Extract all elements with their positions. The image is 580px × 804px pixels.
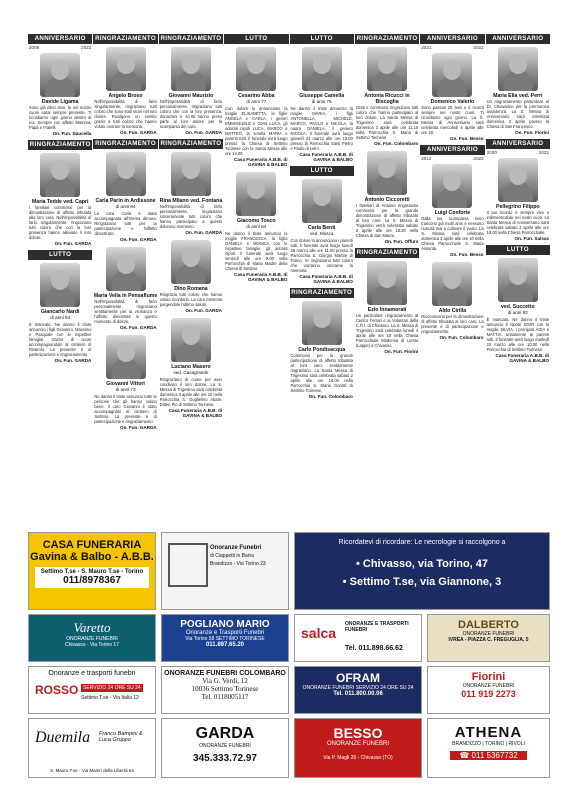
obituary-block bbox=[420, 34, 484, 143]
ad-colombaro-title: ONORANZE FUNEBRI COLOMBARO bbox=[164, 670, 286, 677]
ad-gavina-sub: Gavina & Balbo - A.B.B. bbox=[30, 551, 154, 563]
obituary-text: Grati e commossi ringraziano tutti coloro che hanno partecipato al loro dolore. La Santa Messa di Trigesimo sarà celebrata domenica 3 aprile alle ore 11.15 nella Parrocchia S. Maria di Settimo Torinese. bbox=[355, 105, 419, 140]
ad-pogliano-sub: Onoranze e Trasporti Funebri bbox=[185, 630, 265, 636]
ad-colombaro-city: 10036 Settimo Torinese bbox=[191, 685, 259, 693]
recall-line-2: • Settimo T.se, via Giannone, 3 bbox=[342, 576, 502, 588]
funeral-home: On. Fun. GARDA bbox=[120, 130, 157, 135]
obituary-block bbox=[159, 240, 223, 315]
obituary-block bbox=[290, 34, 354, 164]
ad-fiorini-sub: ONORANZE FUNEBRI bbox=[462, 683, 515, 689]
ad-garda[interactable] bbox=[161, 718, 289, 778]
portrait-photo bbox=[171, 240, 211, 284]
ad-besso-sub: ONORANZE FUNEBRI bbox=[326, 741, 389, 747]
ad-colombaro-addr: Via G. Verdi, 12 bbox=[202, 677, 248, 685]
deceased-age: ved. Mosca bbox=[309, 231, 334, 236]
ad-garda-sub: ONORANZE FUNEBRI bbox=[199, 743, 251, 749]
obituary-text: Nell'impossibilità di farlo personalmente, ringraziano sentitamente per la vicinanza e l'affetto dimostrati in questo momento di dolore. bbox=[94, 299, 157, 324]
ad-onoranze1-title: Onoranze Funebri bbox=[210, 545, 262, 551]
ad-duemila-addr: S. Mauro T.se - Via Martiri della Libertà 64 bbox=[50, 768, 134, 773]
ad-besso[interactable] bbox=[294, 718, 422, 778]
portrait-photo bbox=[171, 152, 211, 196]
obituary-header: RINGRAZIAMENTO bbox=[160, 35, 222, 42]
ad-onoranze1-sub: di Ciappetti in Barra bbox=[210, 553, 254, 559]
deceased-name: Giovanni Vittori bbox=[106, 381, 145, 387]
obituary-text: Dalla tua scomparsa sono trascorsi già molti anni e nessuno riuscirà mai a colmare il vuoto. La S. Messa sarà celebrata domenica 3 aprile alle ore 10 nella Chiesa Parrocchiale S. Maria Assunta. bbox=[421, 216, 484, 251]
obituary-block bbox=[159, 139, 223, 237]
ad-athena-sub: BRANDIZZO | TORINO | RIVOLI bbox=[452, 741, 525, 747]
obituary-block bbox=[486, 139, 550, 243]
obituary-block bbox=[290, 166, 354, 286]
obituary-block bbox=[93, 335, 157, 432]
obituary-header: RINGRAZIAMENTO bbox=[95, 140, 156, 147]
funeral-home: On. Fun. GARDA bbox=[120, 325, 157, 330]
ad-ofram[interactable] bbox=[294, 666, 422, 714]
portrait-photo bbox=[432, 262, 472, 306]
obituary-block bbox=[486, 34, 550, 137]
obituary-block bbox=[93, 34, 157, 137]
deceased-age: di anni 73 bbox=[115, 387, 136, 392]
obituary-text: Commossi per la grande partecipazione di affetto tributata al loro caro, sentitamente ringraziano. La Santa Messa di Trigesimo sarà celebrata sabato 2 aprile alle ore 18.00 nella Parrocchia S. Maria Goretti di Settimo Torinese. bbox=[290, 353, 353, 393]
date-start: 2020 bbox=[486, 150, 497, 155]
obituary-block bbox=[28, 250, 92, 365]
deceased-name: Antonio Ciccoretti bbox=[364, 197, 410, 203]
obituary-block bbox=[224, 172, 288, 284]
portrait-photo bbox=[302, 179, 342, 223]
ad-pogliano-phone: 011.897.65.20 bbox=[205, 642, 245, 648]
portrait-photo bbox=[40, 53, 80, 97]
ad-gavina-addr: Settimo T.se - S. Mauro T.se - Torino bbox=[40, 569, 144, 575]
obituary-column bbox=[420, 32, 484, 526]
funeral-home: Casa Funeraria A.B.B. di GAVINA & BALBO bbox=[299, 274, 353, 284]
obituary-text: Ringraziano di cuore per aver condiviso il loro dolore. La S. Messa di Trigesimo sarà celebrata domenica 3 aprile alle ore 10 nella Parrocchia S. Guglielmo Abate. Ditteri Pio di Settimo Torinese. bbox=[159, 377, 223, 407]
obituary-header: ANNIVERSARIO bbox=[486, 34, 550, 44]
deceased-name: Maria Vella in Pensaflume bbox=[93, 293, 158, 299]
ad-salca-title: salca bbox=[301, 625, 337, 641]
obituary-text: Con dolore lo annunciano i parenti tutti. Il funerale avrà luogo lunedì 28 marzo alle ore 11.00 presso la Parrocchia S. Giorgio Martire di Torino. Si ringraziano tutti coloro che vorranno onorarne la memoria. bbox=[290, 238, 353, 273]
ad-fiorini[interactable] bbox=[427, 666, 550, 714]
obituary-text: Un particolare ringraziamento al Centro Ferrari e ai Volontari della C.R.I. di Chivasso. La S. Messa di Trigesimo sarà celebrata lunedì 4 aprile alle ore 18 nella Chiesa Parrocchiale Madonna di Loreto (Lappe) a Chivasso. bbox=[355, 313, 419, 348]
funeral-home: On. Fun. Fiorini bbox=[515, 130, 549, 135]
obituary-header: ANNIVERSARIO bbox=[420, 145, 484, 155]
obituary-text: Sono già dieci anni, tu nel nostro cuore sarai sempre presente. Ti ricordiamo ogni giorno dentro di noi. Sempre con affetto Mamma, Papà e Fratelli. bbox=[29, 105, 92, 130]
portrait-photo bbox=[302, 47, 342, 91]
deceased-name: Luciano Masero bbox=[171, 364, 211, 370]
ad-onoranze-ciappetti[interactable] bbox=[161, 532, 289, 610]
deceased-name: Angelo Broso bbox=[108, 93, 143, 99]
portrait-photo bbox=[236, 172, 276, 216]
ad-fiorini-title: Fiorini bbox=[471, 671, 506, 683]
ad-salca-sub: ONORANZE E TRASPORTI FUNEBRI bbox=[345, 621, 409, 633]
ad-gavina-title: CASA FUNERARIA bbox=[42, 539, 142, 551]
obituary-block bbox=[224, 34, 288, 169]
obituary-block bbox=[420, 262, 484, 342]
top-band bbox=[0, 0, 580, 28]
date-end: 2022 bbox=[473, 156, 484, 161]
portrait-photo bbox=[367, 261, 407, 305]
portrait-photo bbox=[498, 47, 538, 91]
date-start: 2008 bbox=[29, 45, 40, 50]
portrait-photo bbox=[106, 247, 146, 291]
obituary-block bbox=[355, 248, 419, 356]
portrait-photo bbox=[171, 318, 211, 362]
obituary-text: Nell'impossibilità di farlo personalmente, ringraziano tutti coloro che con la loro presenza, donazioni e scritti hanno preso parte al loro dolore per la scomparsa del caro. bbox=[159, 99, 223, 129]
obituary-column bbox=[93, 32, 157, 526]
funeral-home: Casa Funeraria A.B.B. di GAVINA & BALBO bbox=[234, 157, 288, 167]
obituary-column bbox=[290, 32, 354, 526]
obituary-text: È mancato. Ne danno il triste annuncio i figli Giovanni, Massimo e Pasquale con le rispettive famiglie. Grazie di cuore accompagnandolo al cimitero di Rivarolo. La presente è di partecipazione e ringraziamento. bbox=[29, 322, 92, 357]
deceased-name: Aldo Cirilla bbox=[438, 308, 467, 314]
funeral-home: On. Fun. Offurs bbox=[384, 239, 419, 244]
obituary-text: Ringrazia tutti coloro che hanno voluto ricordarlo. La cara memoria porgendole l'ultimo saluto. bbox=[159, 292, 223, 307]
ad-ofram-sub: ONORANZE FUNEBRI SERVIZIO 24 ORE SU 24 bbox=[302, 685, 414, 691]
obituary-text: È mancata. Ne danno il triste annuncio il nipote IGOR con la moglie SILVIA, i pronipoti AIDA e MATTIA, unitamente ai parenti tutti. Il funerale avrà luogo martedì 22 marzo alle ore 10.00 nella Parrocchia di Settimo Torinese. bbox=[486, 317, 549, 352]
funeral-home: On. Fun. GARDA bbox=[120, 425, 157, 430]
obituary-header: LUTTO bbox=[28, 250, 92, 260]
deceased-age: di anni 75 bbox=[311, 99, 332, 104]
ad-varetto-title: Varetto bbox=[73, 620, 111, 635]
portrait-photo bbox=[302, 301, 342, 345]
ad-duemila[interactable] bbox=[28, 718, 156, 778]
deceased-name: Giuseppe Camella bbox=[299, 93, 345, 99]
ad-varetto[interactable] bbox=[28, 614, 156, 662]
ad-athena-title: ATHENA bbox=[454, 724, 523, 741]
deceased-name: Antonia Ricucci in Biscoglia bbox=[364, 93, 410, 105]
ad-dalberto-title: DALBERTO bbox=[458, 619, 519, 631]
ad-besso-title: BESSO bbox=[333, 725, 383, 741]
portrait-photo bbox=[236, 47, 276, 91]
ad-duemila-title: Duemila bbox=[35, 729, 91, 746]
obituary-header: RINGRAZIAMENTO bbox=[160, 140, 222, 147]
obituary-block bbox=[290, 288, 354, 401]
deceased-age: di anni 94 bbox=[50, 315, 71, 320]
obituary-text: Sono passati 25 anni e ti ricordi sempre nei nostri cuori. Ti ricordiamo ogni giorno. La S. Messa di Anniversario sarà celebrata mercoledì 6 aprile alle ore 18. bbox=[421, 105, 484, 135]
deceased-name: Carla Parin in Ardissone bbox=[95, 198, 156, 204]
ad-varetto-addr: Chivasso - Via Torino 17 bbox=[64, 642, 119, 648]
deceased-name: ved. Succetto bbox=[500, 304, 535, 310]
ad-ofram-phone: Tel. 011.800.00.06 bbox=[333, 691, 383, 697]
deceased-age: di anni 84 bbox=[246, 224, 267, 229]
obituary-text: Ne danno il triste annuncio tutte le persone che gli hanno voluto bene. Il caro Giovanni è stato accompagnato al cimitero di Settimo. La presente è di partecipazione e ringraziamento. bbox=[94, 394, 157, 424]
obituary-block bbox=[93, 247, 157, 332]
obituary-dates bbox=[28, 45, 92, 50]
obituary-text: Nell'impossibilità di farlo personalmente, ringraziano sinceramente tutti coloro che hanno partecipato a questo doloroso momento. bbox=[159, 204, 223, 229]
ad-salca[interactable] bbox=[294, 614, 422, 662]
deceased-name: Davide Ligama bbox=[41, 99, 79, 105]
deceased-age: ved. Casagrande bbox=[173, 370, 209, 375]
portrait-photo bbox=[106, 335, 146, 379]
recall-1-text: Chivasso, via Torino, 47 bbox=[362, 558, 489, 570]
obituary-block bbox=[355, 151, 419, 246]
obituary-header: LUTTO bbox=[224, 34, 288, 44]
obituary-header: RINGRAZIAMENTO bbox=[356, 35, 418, 42]
ad-dalberto[interactable] bbox=[427, 614, 550, 662]
ad-pogliano-title: POGLIANO MARIO bbox=[180, 619, 270, 630]
ad-rosso-addr: Settimo T.se - Via Italia 12 bbox=[81, 695, 139, 701]
obituary-text: Il tuo ricordo è sempre vivo e indimenticabile nei nostri cuori. La Santa Messa di Anniversario sarà celebrata sabato 2 aprile alle ore 18.00 nella Chiesa Parrocchiale. bbox=[486, 210, 549, 235]
funeral-home: On. Fun. Colombaro bbox=[374, 141, 419, 146]
ad-garda-phone: 345.333.72.97 bbox=[193, 753, 257, 764]
obituary-text: I familiari di Antonio ringraziano commossi per la grande dimostrazione di affetto tributata al loro caro. La S. Messa di Trigesimo verrà celebrata sabato 2 aprile alle ore 18.30 nella Chiesa di San Mauro. bbox=[355, 203, 419, 238]
obituary-block bbox=[28, 140, 92, 248]
deceased-name: Giacomo Tosco bbox=[237, 218, 276, 224]
obituary-column bbox=[28, 32, 92, 526]
obituary-block bbox=[420, 145, 484, 259]
deceased-name: Giovanni Maurizio bbox=[168, 93, 214, 99]
date-end: 2022 bbox=[81, 45, 92, 50]
funeral-home: On. Fun. GARDA bbox=[54, 358, 92, 363]
obituary-dates bbox=[486, 150, 550, 155]
portrait-photo bbox=[498, 258, 538, 302]
deceased-name: Maria Elia ved. Perri bbox=[493, 93, 543, 99]
portrait-photo bbox=[367, 47, 407, 91]
portrait-photo bbox=[171, 47, 211, 91]
obituary-header: LUTTO bbox=[486, 245, 550, 255]
ad-fiorini-phone: 011 919 2273 bbox=[461, 689, 516, 699]
deceased-name: Ezio Innamorati bbox=[367, 307, 407, 313]
ad-dalberto-addr: IVREA - PIAZZA C. FREGUGLIA, 5 bbox=[448, 637, 529, 643]
date-end: 2022 bbox=[473, 45, 484, 50]
obituary-text: Nell'impossibilità di farlo singolarmente, ringraziano tutti coloro che sono stati vicini nel loro dolore. Rivolgono un sentito grazie a tutti coloro che hanno voluto onorare la memoria. bbox=[94, 99, 157, 129]
recall-title: Ricordatevi di ricordare: Le necrologie si raccolgono a bbox=[338, 539, 506, 546]
funeral-home: On. Fun. GARDA bbox=[54, 241, 92, 246]
funeral-home: Casa Funeraria A.B.B. di GAVINA & BALBO bbox=[234, 272, 288, 282]
ad-salca-phone: Tel. 011.898.66.62 bbox=[345, 645, 403, 652]
ad-athena-phone bbox=[450, 751, 527, 760]
obituary-text: Riconoscenti per la dimostrazione di affetto tributata al loro caro. La presente è di partecipazione e ringraziamento. bbox=[421, 314, 484, 334]
ad-gavina-phone: 011/8978367 bbox=[63, 575, 121, 586]
obituary-header: LUTTO bbox=[290, 34, 354, 44]
funeral-home: Casa Funeraria A.B.B. di GAVINA & BALBO bbox=[168, 408, 223, 418]
portrait-photo bbox=[40, 263, 80, 307]
obituary-header: ANNIVERSARIO bbox=[420, 34, 484, 44]
deceased-name: Giancarlo Nardi bbox=[40, 309, 80, 315]
funeral-home: On. Fun. Besso bbox=[449, 136, 484, 141]
obituary-column bbox=[486, 32, 550, 526]
ad-garda-title: GARDA bbox=[195, 725, 255, 742]
portrait-photo bbox=[106, 47, 146, 91]
ad-besso-addr: Via P. Magli 26 - Chivasso (TO) bbox=[323, 755, 393, 761]
date-start: 2021 bbox=[421, 45, 432, 50]
logo-icon bbox=[168, 543, 208, 587]
obituary-block bbox=[93, 139, 157, 244]
funeral-home: On. Fun. Daucella bbox=[52, 131, 92, 136]
deceased-name: Dino Romana bbox=[174, 286, 208, 292]
portrait-photo bbox=[367, 151, 407, 195]
deceased-name: Luigi Conforte bbox=[434, 210, 471, 216]
obituary-text: Ne danno il triste annuncio la moglie MARIA, i figli ANTONELLA, MICHELE, MARCO, PAOLO e NICOLA, la nuora DANIELA, il genero NICOLA. Il funerale avrà luogo giovedì 24 marzo alle ore 10.00 presso la Parrocchia Santi Pietro e Paolo di Leinì. bbox=[290, 106, 353, 151]
deceased-name: Carlo Pondisacqua bbox=[298, 347, 346, 353]
deceased-name: Pellegrino Filippo bbox=[496, 204, 540, 210]
ad-athena-phone-text: 011 5367732 bbox=[471, 751, 518, 760]
funeral-home: On. Fun. Fiorini bbox=[384, 349, 419, 354]
obituary-block bbox=[355, 34, 419, 148]
funeral-home: On. Fun. GARDA bbox=[185, 308, 223, 313]
deceased-age: di anni 77 bbox=[246, 99, 267, 104]
funeral-home: On. Fun. GARDA bbox=[185, 230, 223, 235]
deceased-age: di anni 84 bbox=[115, 204, 136, 209]
ad-ofram-title: OFRAM bbox=[336, 671, 380, 685]
ad-recall bbox=[294, 532, 550, 610]
obituary-block bbox=[159, 318, 223, 420]
portrait-photo bbox=[498, 158, 538, 202]
recall-2-text: Settimo T.se, via Giannone, 3 bbox=[349, 576, 502, 588]
portrait-photo bbox=[106, 152, 146, 196]
ad-rosso[interactable] bbox=[28, 666, 156, 714]
ad-athena[interactable] bbox=[427, 718, 550, 778]
obituary-text: Un ringraziamento particolare al Dr. Chiavarino per la premurosa assistenza. La S. Messa di Anniversario sarà celebrata domenica 3 aprile presso la Chiesa di San Francesco. bbox=[486, 99, 549, 129]
funeral-home: Casa Funeraria A.B.B. di GAVINA & BALBO bbox=[299, 152, 353, 162]
ad-rosso-open: SERVIZIO 24 ORE SU 24 bbox=[83, 685, 141, 691]
phone-icon: ☎ bbox=[459, 751, 472, 760]
portrait-photo bbox=[40, 153, 80, 197]
ad-duemila-sub: Franco Bampini & Luca Gruppo bbox=[99, 731, 143, 743]
ad-varetto-sub: ONORANZE FUNEBRI bbox=[66, 636, 118, 642]
ad-pogliano-addr: Via Torino 58 SETTIMO TORINESE bbox=[185, 636, 265, 642]
funeral-home: On. Fun. Colombaro bbox=[439, 335, 484, 340]
deceased-age: di anni 92 bbox=[507, 310, 528, 315]
obituary-text: Ne danno il triste annuncio la moglie FRANCESCA, la figlia DANIELA e MONICA con le rispettive famiglie, gli adorati nipoti. Il funerale avrà luogo venerdì alle ore 9.00 nella Parrocchia di Maria Madre della Chiesa di Settimo. bbox=[225, 231, 288, 271]
obituary-column bbox=[355, 32, 419, 526]
deceased-name: Maria Tedde ved. Capri bbox=[31, 199, 89, 205]
funeral-home: On. Fun. Salsas bbox=[514, 236, 549, 241]
obituary-header: RINGRAZIAMENTO bbox=[356, 249, 418, 256]
funeral-home: Casa Funeraria A.B.B. di GAVINA & BALBO bbox=[495, 353, 549, 363]
obituary-text: I familiari commossi per la dimostrazione di affetto tributata alla loro cara. Nell'impossibilità di farlo singolarmente, ringraziano tutti coloro che con la loro presenza hanno alleviato il loro dolore. bbox=[29, 205, 92, 240]
date-end: 2022 bbox=[538, 150, 549, 155]
ad-colombaro-phone: Tel. 0118005117 bbox=[201, 693, 249, 701]
obituary-header: RINGRAZIAMENTO bbox=[95, 35, 156, 42]
ad-dalberto-sub: ONORANZE FUNEBRI bbox=[462, 631, 515, 637]
obituary-dates bbox=[420, 45, 484, 50]
ad-gavina-balbo[interactable] bbox=[28, 532, 156, 610]
deceased-name: Carla Benti bbox=[307, 225, 336, 231]
ad-colombaro[interactable] bbox=[161, 666, 289, 714]
funeral-home: On. Fun. Colombaro bbox=[308, 394, 353, 399]
obituary-text: Con dolore lo annunciano la moglie ELISABETTA, le figlie ANGELA e CARLA, i generi EMMANUELE e GIAN LUCA, gli adorati nipoti LUCA, MARCO e MATTEO, la sorella MARIA e parenti tutti. Il funerale avrà luogo presso la Chiesa di Settimo Torinese con la Santa Messa alle ore 14.00. bbox=[225, 106, 288, 156]
funeral-home: On. Fun. GARDA bbox=[185, 130, 223, 135]
obituary-text: La cara Carla è stata accompagnata all'eterna dimora. Ringraziano tutti per la partecipazione e l'affetto dimostrato. bbox=[94, 211, 157, 236]
deceased-name: Rina Milano ved. Fontana bbox=[159, 198, 223, 204]
obituary-block bbox=[159, 34, 223, 137]
deceased-name: Cesarino Abba bbox=[238, 93, 275, 99]
portrait-photo bbox=[432, 164, 472, 208]
obituary-block bbox=[486, 245, 550, 365]
ad-pogliano[interactable] bbox=[161, 614, 289, 662]
obituary-header: ANNIVERSARIO bbox=[486, 139, 550, 149]
obituary-column bbox=[159, 32, 223, 526]
recall-line-1: • Chivasso, via Torino, 47 bbox=[355, 558, 489, 570]
deceased-name: Domenico Valerio bbox=[430, 99, 475, 105]
obituary-dates bbox=[420, 156, 484, 161]
obituary-column bbox=[224, 32, 288, 526]
obituary-block bbox=[28, 34, 92, 138]
funeral-home: On. Fun. GARDA bbox=[120, 237, 157, 242]
obituary-header: LUTTO bbox=[290, 166, 354, 176]
funeral-home: On. Fun. Besso bbox=[449, 252, 484, 257]
ad-rosso-title: Onoranze e trasporti funebri bbox=[48, 670, 136, 677]
date-start: 2012 bbox=[421, 156, 432, 161]
obituary-header: ANNIVERSARIO bbox=[28, 34, 92, 44]
obituary-header: RINGRAZIAMENTO bbox=[29, 141, 91, 148]
portrait-photo bbox=[432, 53, 472, 97]
ad-onoranze1-addr: Brandizzo - Via Torino 23 bbox=[210, 561, 266, 567]
obituary-header: RINGRAZIAMENTO bbox=[291, 289, 353, 296]
ad-rosso-sub: ROSSO bbox=[35, 683, 79, 697]
